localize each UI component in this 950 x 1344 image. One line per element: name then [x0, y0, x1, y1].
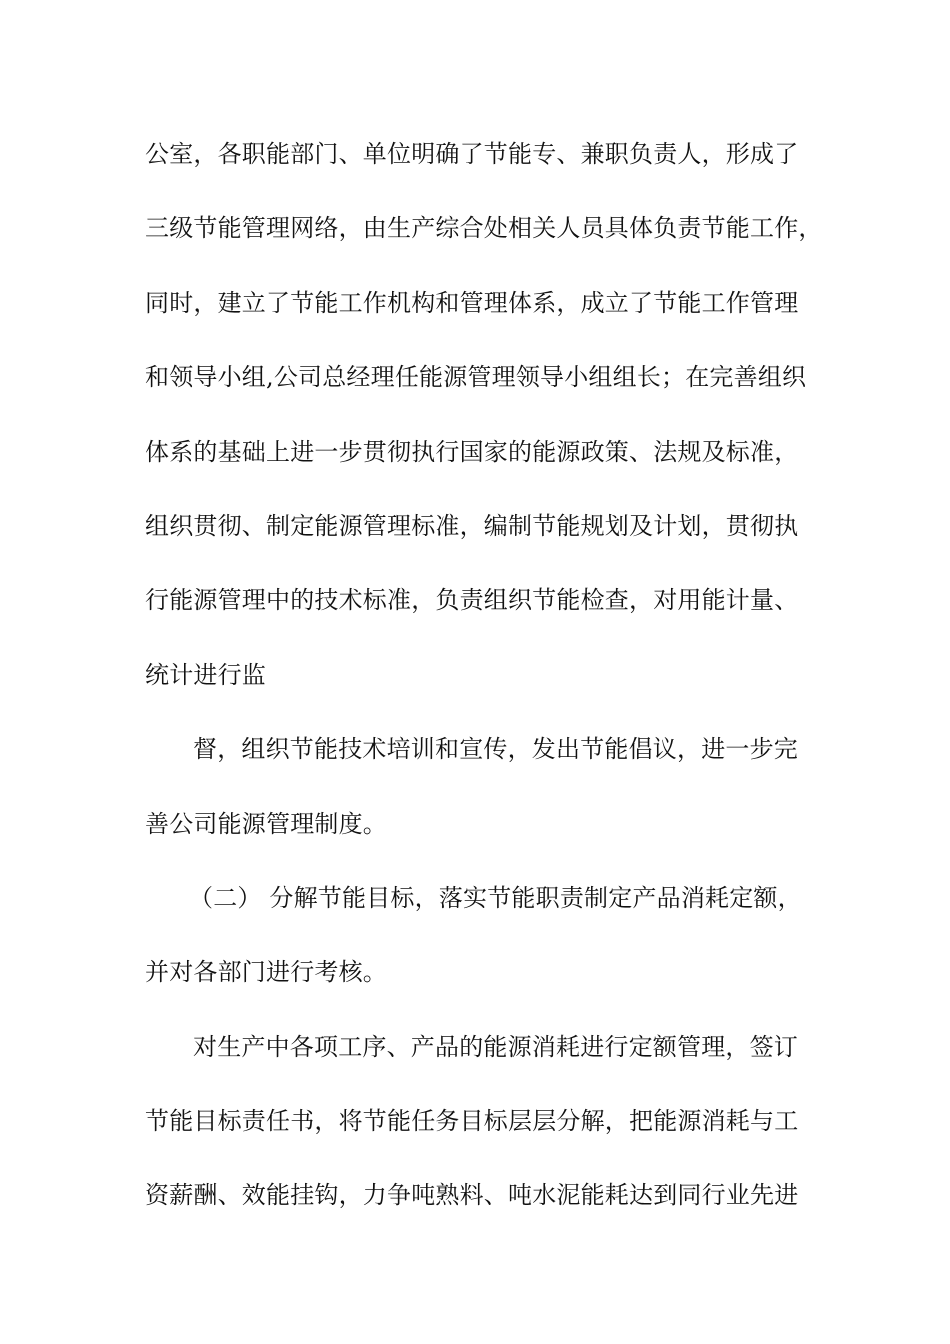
text-line-5: 体系的基础上进一步贯彻执行国家的能源政策、法规及标准， — [145, 437, 799, 466]
text-line-10: 善公司能源管理制度。 — [145, 809, 387, 838]
text-line-12: 并对各部门进行考核。 — [145, 958, 387, 987]
text-line-13: 对生产中各项工序、产品的能源消耗进行定额管理，签订 — [193, 1032, 798, 1061]
text-line-7: 行能源管理中的技术标准，负责组织节能检查，对用能计量、 — [145, 586, 799, 615]
text-line-3: 同时，建立了节能工作机构和管理体系，成立了节能工作管理 — [145, 288, 799, 317]
text-line-4: 和领导小组,公司总经理任能源管理领导小组组长；在完善组织 — [145, 363, 807, 392]
text-line-1: 公室，各职能部门、单位明确了节能专、兼职负责人，形成了 — [145, 140, 799, 168]
text-line-14: 节能目标责任书，将节能任务目标层层分解，把能源消耗与工 — [145, 1107, 799, 1136]
text-line-2: 三级节能管理网络，由生产综合处相关人员具体负责节能工作， — [145, 214, 823, 243]
text-line-6: 组织贯彻、制定能源管理标准，编制节能规划及计划，贯彻执 — [145, 511, 799, 540]
text-line-15: 资薪酬、效能挂钩，力争吨熟料、吨水泥能耗达到同行业先进 — [145, 1181, 799, 1210]
section-heading-2: （二） 分解节能目标，落实节能职责制定产品消耗定额， — [189, 883, 802, 912]
body-text — [145, 130, 823, 1246]
text-line-9: 督，组织节能技术培训和宣传，发出节能倡议，进一步完 — [193, 735, 798, 764]
text-line-8: 统计进行监 — [145, 660, 266, 689]
